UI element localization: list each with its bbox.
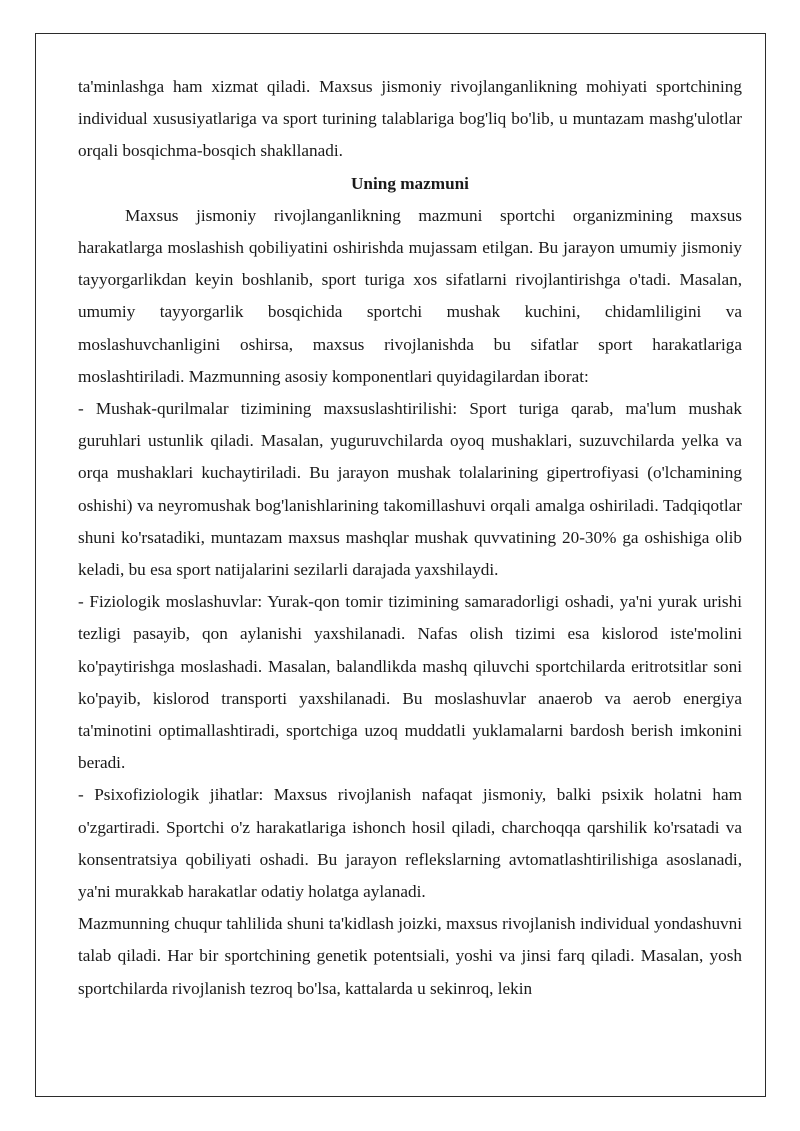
paragraph-psychophysiological-aspects: - Psixofiziologik jihatlar: Maxsus rivojlanish nafaqat jismoniy, balki psixik holatni ham o'zgartiradi. Sportchi o'z harakatlariga ishonch hosil qiladi, charchoqqa qarshilik ko'rsatadi va konsentratsiya qobiliyati oshadi. Bu jarayon reflekslarning avtomatlashtirilishiga asoslanadi, ya'ni murakkab harakatlar odatiy holatga aylanadi. <box>78 785 742 902</box>
paragraph-deep-analysis: Mazmunning chuqur tahlilida shuni ta'kidlash joizki, maxsus rivojlanish individual yondashuvni talab qiladi. Har bir sportchining genetik potentsiali, yoshi va jinsi farq qiladi. Masalan, yosh sportchilarda rivojlanish tezroq bo'lsa, kattalarda u sekinroq, lekin <box>78 914 742 998</box>
paragraph-content-overview: Maxsus jismoniy rivojlanganlikning mazmuni sportchi organizmining maxsus harakatlarga moslashish qobiliyatini oshirishda mujassam etilgan. Bu jarayon umumiy jismoniy tayyorgarlikdan keyin boshlanib, sport turiga xos sifatlarni rivojlantirishga o'tadi. Masalan, umumiy tayyorgarlik bosqichida sportchi mushak kuchini, chidamliligini va moslashuvchanligini oshirsa, maxsus rivojlanishda bu sifatlar sport harakatlariga moslashtiriladi. Mazmunning asosiy komponentlari quyidagilardan iborat: <box>78 205 742 386</box>
paragraph-physiological-adaptations: - Fiziologik moslashuvlar: Yurak-qon tomir tizimining samaradorligi oshadi, ya'ni yurak urishi tezligi pasayib, qon aylanishi yaxshilanadi. Nafas olish tizimi esa kislorod iste'molini ko'paytirishga moslashadi. Masalan, balandlikda mashq qiluvchi sportchilarda eritrotsitlar soni ko'payib, kislorod transporti yaxshilanadi. Bu moslashuvlar anaerob va aerob energiya ta'minotini optimallashtiradi, sportchiga uzoq muddatli yuklamalarni bardosh berish imkonini beradi. <box>78 592 742 773</box>
paragraph-muscle-specialization: - Mushak-qurilmalar tizimining maxsuslashtirilishi: Sport turiga qarab, ma'lum mushak guruhlari ustunlik qiladi. Masalan, yuguruvchilarda oyoq mushaklari, suzuvchilarda yelka va orqa mushaklari kuchaytiriladi. Bu jarayon mushak tolalarining gipertrofiyasi (o'lchamining oshishi) va neyromushak bog'lanishlarining takomillashuvi orqali amalga oshiriladi. Tadqiqotlar shuni ko'rsatadiki, muntazam maxsus mashqlar mushak quvvatining 20-30% ga oshishiga olib keladi, bu esa sport natijalarini sezilarli darajada yaxshilaydi. <box>78 399 742 580</box>
section-heading: Uning mazmuni <box>351 173 469 193</box>
paragraph-intro-continuation: ta'minlashga ham xizmat qiladi. Maxsus jismoniy rivojlanganlikning mohiyati sportchining individual xususiyatlariga va sport turining talablariga bog'liq bo'lib, u muntazam mashg'ulotlar orqali bosqichma-bosqich shakllanadi. <box>78 77 742 161</box>
document-body <box>78 71 742 1005</box>
